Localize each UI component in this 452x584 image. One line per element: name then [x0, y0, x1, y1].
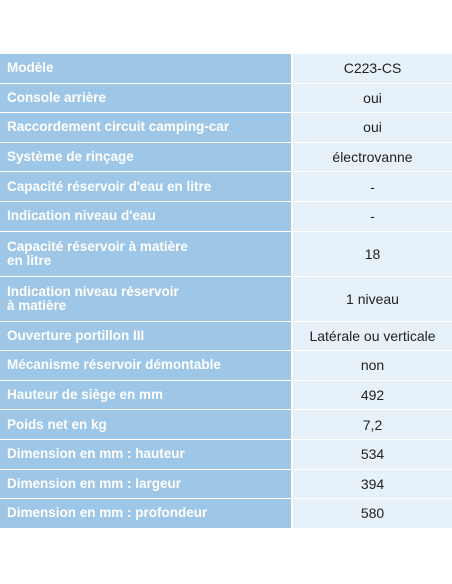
spec-label: Dimension en mm : profondeur — [0, 499, 293, 528]
table-row — [0, 440, 452, 470]
spec-label: Hauteur de siège en mm — [0, 381, 293, 410]
spec-value: oui — [293, 113, 452, 142]
spec-label: Raccordement circuit camping-car — [0, 113, 293, 142]
spec-label: Système de rinçage — [0, 143, 293, 172]
table-row — [0, 277, 452, 322]
spec-label: Indication niveau d'eau — [0, 202, 293, 231]
table-row — [0, 381, 452, 411]
spec-value: électrovanne — [293, 143, 452, 172]
spec-value: 7,2 — [293, 410, 452, 439]
spec-value: - — [293, 202, 452, 231]
spec-value: non — [293, 351, 452, 380]
table-row — [0, 202, 452, 232]
spec-label: Capacité réservoir à matière en litre — [0, 232, 293, 276]
spec-label: Dimension en mm : largeur — [0, 470, 293, 499]
spec-label: Indication niveau réservoir à matière — [0, 277, 293, 321]
spec-label: Poids net en kg — [0, 410, 293, 439]
spec-table — [0, 54, 452, 529]
spec-label: Capacité réservoir d'eau en litre — [0, 172, 293, 201]
spec-value: 534 — [293, 440, 452, 469]
spec-label: Ouverture portillon III — [0, 322, 293, 351]
spec-value: - — [293, 172, 452, 201]
table-row — [0, 84, 452, 114]
table-row — [0, 351, 452, 381]
spec-value: 394 — [293, 470, 452, 499]
spec-value: 18 — [293, 232, 452, 276]
table-row — [0, 113, 452, 143]
spec-label: Console arrière — [0, 84, 293, 113]
spec-value: 580 — [293, 499, 452, 528]
spec-label: Dimension en mm : hauteur — [0, 440, 293, 469]
table-row — [0, 54, 452, 84]
spec-value: 492 — [293, 381, 452, 410]
table-row — [0, 232, 452, 277]
table-row — [0, 499, 452, 529]
table-row — [0, 410, 452, 440]
table-row — [0, 172, 452, 202]
table-row — [0, 143, 452, 173]
spec-label: Mécanisme réservoir démontable — [0, 351, 293, 380]
table-row — [0, 470, 452, 500]
spec-label: Modèle — [0, 54, 293, 83]
spec-value: 1 niveau — [293, 277, 452, 321]
spec-value: Latérale ou verticale — [293, 322, 452, 351]
spec-value: oui — [293, 84, 452, 113]
table-row — [0, 322, 452, 352]
spec-value: C223-CS — [293, 54, 452, 83]
